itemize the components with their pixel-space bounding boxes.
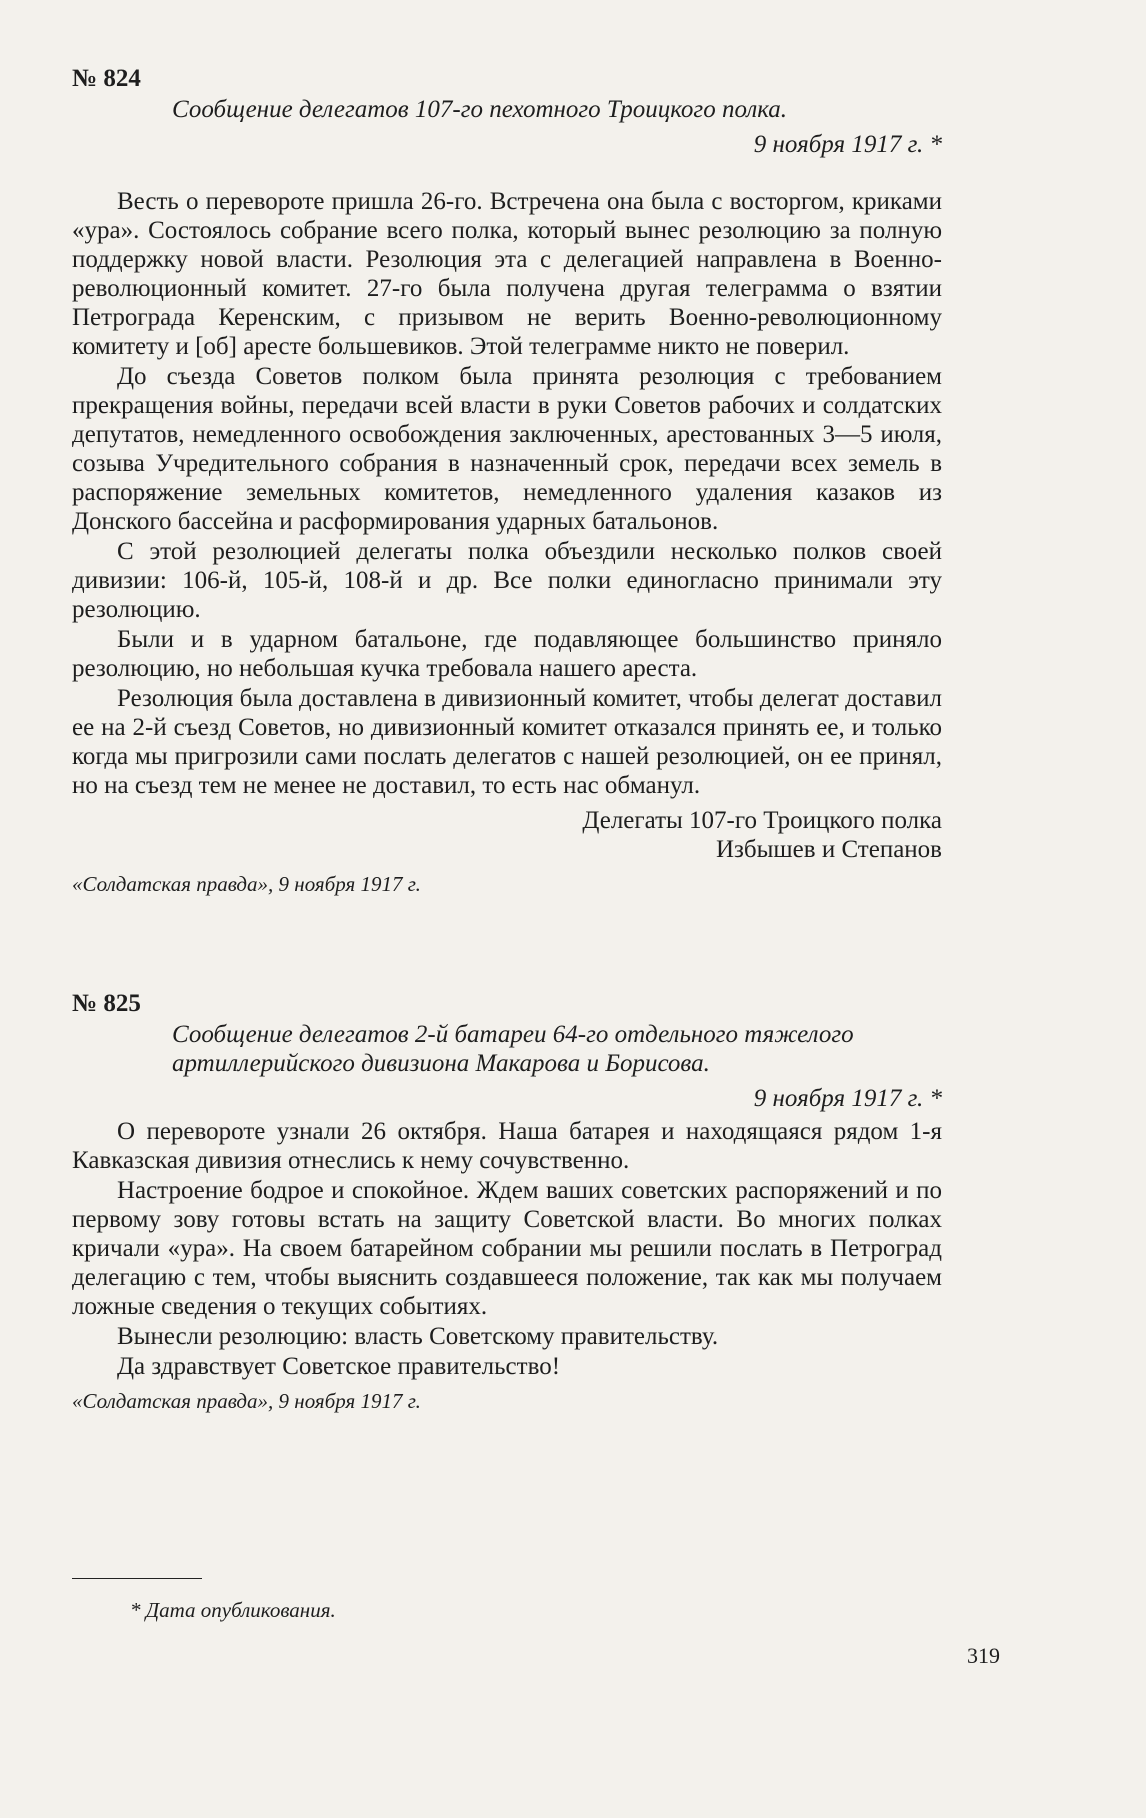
document-824: [72, 64, 972, 899]
paragraph: О перевороте узнали 26 октября. Наша батарея и находящаяся рядом 1-я Кавказская дивизия отнеслись к нему сочувственно.: [72, 1118, 942, 1174]
document-date: 9 ноября 1917 г. *: [753, 1085, 942, 1112]
footnote: * Дата опубликования.: [130, 1598, 336, 1622]
footnote-divider: [72, 1578, 202, 1579]
page-number: 319: [967, 1643, 1000, 1668]
document-title: Сообщение делегатов 107-го пехотного Троицкого полка.: [172, 96, 788, 123]
document-title: Сообщение делегатов 2-й батареи 64-го отдельного тяжелого артиллерийского дивизиона Макарова и Борисова.: [172, 1021, 854, 1077]
paragraph: До съезда Советов полком была принята резолюция с требованием прекращения войны, передачи всей власти в руки Советов рабочих и солдатских депутатов, немедленного освобождения заключенных, арестованных 3—5 июля, созыва Учредительного собрания в назначенный срок, передачи всех земель в распоряжение земельных комитетов, немедленного удаления казаков из Донского бассейна и расформирования ударных батальонов.: [72, 363, 942, 535]
document-825: [72, 989, 972, 1416]
paragraph: Были и в ударном батальоне, где подавляющее большинство приняло резолюцию, но небольшая кучка требовала нашего ареста.: [72, 626, 942, 682]
paragraph: Да здравствует Советское правительство!: [117, 1353, 561, 1380]
paragraph: Вынесли резолюцию: власть Советскому правительству.: [117, 1323, 719, 1350]
document-number: № 825: [72, 990, 141, 1017]
paragraph: Резолюция была доставлена в дивизионный комитет, чтобы делегат доставил ее на 2-й съезд Советов, но дивизионный комитет отказался принять ее, и только когда мы пригрозили сами послать делегатов с нашей резолюцией, он ее принял, но на съезд тем не менее не доставил, то есть нас обманул.: [72, 685, 942, 799]
page-content: [72, 64, 972, 1416]
paragraph: Весть о перевороте пришла 26-го. Встречена она была с восторгом, криками «ура». Состоялось собрание всего полка, который вынес резолюцию за полную поддержку новой власти. Резолюция эта с делегацией направлена в Военно-революционный комитет. 27-го была получена другая телеграмма о взятии Петрограда Керенским, с призывом не верить Военно-революционному комитету и [об] аресте большевиков. Этой телеграмме никто не поверил.: [72, 188, 942, 360]
paragraph: С этой резолюцией делегаты полка объездили несколько полков своей дивизии: 106-й, 105-й, 108-й и др. Все полки единогласно принимали эту резолюцию.: [72, 538, 942, 623]
paragraph: Настроение бодрое и спокойное. Ждем ваших советских распоряжений и по первому зову готовы встать на защиту Советской власти. Во многих полках кричали «ура». На своем батарейном собрании мы решили послать в Петроград делегацию с тем, чтобы выяснить создавшееся положение, так как мы получаем ложные сведения о текущих событиях.: [72, 1177, 942, 1320]
signature-names: Избышев и Степанов: [715, 836, 942, 863]
document-date: 9 ноября 1917 г. *: [753, 131, 942, 158]
source-citation: «Солдатская правда», 9 ноября 1917 г.: [72, 1389, 421, 1413]
document-number: № 824: [72, 65, 141, 92]
signature-line: Делегаты 107-го Троицкого полка: [582, 807, 942, 834]
source-citation: «Солдатская правда», 9 ноября 1917 г.: [72, 872, 421, 896]
